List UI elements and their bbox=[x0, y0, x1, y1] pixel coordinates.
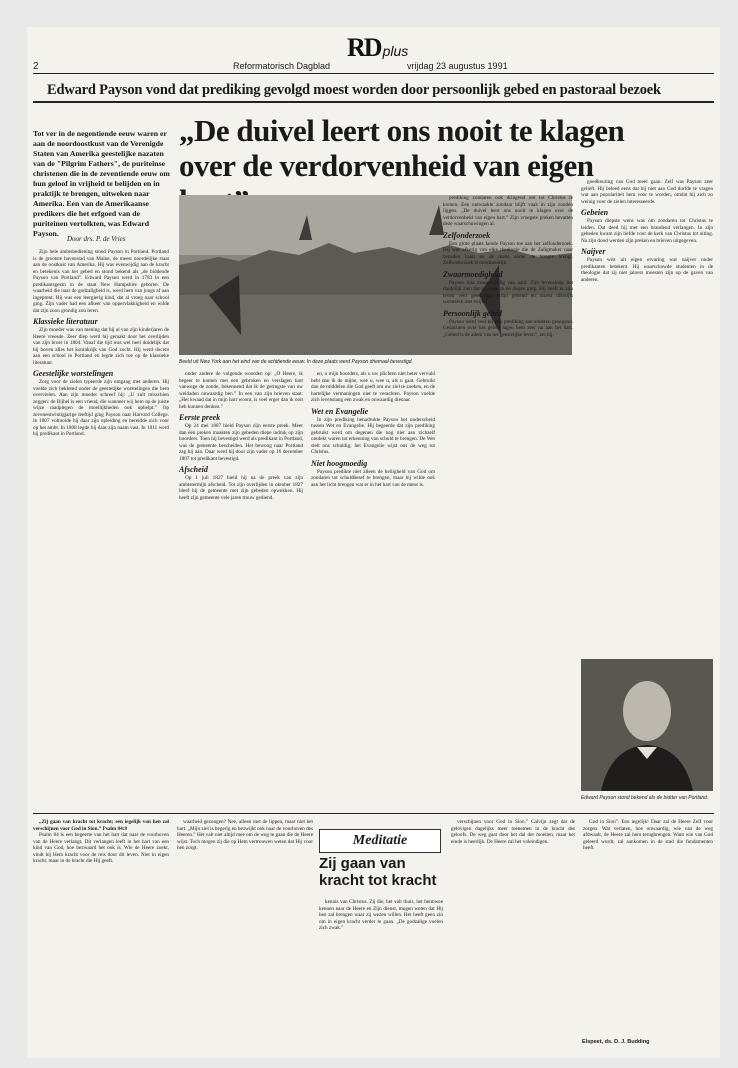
article-column-2: onder andere de volgende woorden op: „O Heere, ik begeer te komen met een gebroken en verslagen hart vanwege de zonde, bekennend dat ik de geringste van uw weldaden onwaardig ben.” In een van zijn brieven staat: „Het kwaad dat in mijn hart woont, is veel erger dan ik ooit heb kunnen denken.” Eerste preek Op 24 mei 1807 hield Payson zijn eerste preek. Meer dan één preken maakten zijn gebeden diepe indruk op zijn hoorders. Toen hij bevestigd werd als predikant in Portland, was de gemeente bescheiden. Het bewoog naar Portland zag hij aan. Daar werd hij door zijn vader op 16 december 1807 tot predikant bevestigd. Afscheid Op 1 juli 1827 hield hij na de preek van zijn ambtstermijn afscheid. Tot zijn overlijden in oktober 1827 bleef hij de gemeente met zijn gebeden opwekken. Hij heeft zijn gemeente vele jaren trouw gediend. bbox=[179, 371, 303, 501]
page-number: 2 bbox=[33, 61, 39, 72]
publication-date: vrijdag 23 augustus 1991 bbox=[407, 61, 508, 71]
portrait-photo bbox=[581, 659, 713, 791]
top-photo-caption: Beeld uit New York aan het eind van de achttiende eeuw. In deze plaats werd Payson driemaal bevestigd. bbox=[179, 359, 413, 365]
article-column-5: goedkeuring van God meer gaan. Zelf was Payson zeer gelieft. Hij beleed eens dat hij niet aan God durfde te vragen wat aan populariteit hem voor te worden, omdat hij zich zo weinig voor de zielen interesseerde. Gebeien Payson diepste wens was om zondaren tot Christus te leiden. Dat deed hij met een brandend verlangen. In zijn gebeden kwam zijn liefde voor de kerk van Christus tot uiting. Na zijn dood werden zijn preken en brieven uitgegeven. Naijver Payson wist uit eigen ervaring wat naijver onder predikanten betekent. Hij waarschuwde studenten in de theologie dat zij niet jaloers moesten zijn op de gaven van anderen. bbox=[581, 179, 713, 283]
meditation-author: Elspeet, ds. D. J. Budding bbox=[582, 1039, 650, 1045]
meditatie-label: Meditatie bbox=[319, 829, 441, 853]
article-byline: Door drs. P. de Vries bbox=[67, 235, 126, 243]
meditation-text-quote: „Zij gaan van kracht tot kracht; een iegelijk van hen zal verschijnen voor God in Sion.” Psalm 84:8 bbox=[33, 819, 169, 832]
article-headline: „De duivel leert ons nooit te klagen over de verdorvenheid van eigen bbox=[179, 113, 625, 183]
article-column-1: Zijn hele ambtsbediening stond Payson in Portland. Portland is de grootste havenstad van Maine, de meest noordelijke staat aan de oostkust van Amerika. Hij was evenwijdig aan de kracht en betekenis van het gebed en stond bekend als „de biddende Payson van Portland”. Edward Payson werd in 1783 in een predikantsgezin in de staat New Hampshire geboren. De waarheid die naar de godzaligheid is, werd hem van jongs af aan ingeprent. Hij was een leergierig kind, dat al vroeg naar school ging. Zijn vader had een afkeer van oppervlakkigheid en wilde dat zijn zoon grondig zou leren. Klassieke literatuur Zijn moeder was van mening dat hij al van zijn kinderjaren de Heere vreesde. Zeer diep werd hij geraakt door het overlijden van zijn broer in 1804. Vanaf die tijd was wel heel duidelijk dat hij boven alles het koninkrijk van God zocht. Hij werd docent aan een school in Portland en legde zich toe op de klassieke literatuur. Geestelijke worstelingen Zorg voor de zielen typeerde zijn omgang met anderen. Hij voelde zich beklemd onder de geestelijke worstelingen die hem overvielen. Aan zijn moeder schreef hij: „U zult misschien zeggen: de Bijbel is een vriend, die wanneer wij hem op de juiste wijze raadplegen de moeilijkheden ook ophelpt.” Op zevenentwintigjarige leeftijd ging Payson naar Harvard College. In 1807 voltooide hij daar zijn opleiding en bereidde zich voor op het ambt. In 1808 legde hij daar zijn naam vast. In 1811 werd hij predikant in Portland. bbox=[33, 249, 169, 437]
article-kicker: Edward Payson vond dat prediking gevolgd moest worden door persoonlijk gebed en pastoraal bezoek bbox=[47, 82, 661, 98]
newspaper-page bbox=[27, 27, 720, 1058]
meditation-column-1: „Zij gaan van kracht tot kracht; een iegelijk van hen zal verschijnen voor God in Sion.” Psalm 84:8 Psalm 84 is een begeerte van het hart dat naar de voorhoven van de Heere verlangt. Dit verlangen leeft in het hart van een kind van God, hoe bezwaard het ook is. Wie de Heere zoekt, vindt bij Hem kracht voor de reis door dit leven. Niet in eigen kracht, maar in de kracht die Hij geeft. bbox=[33, 819, 169, 864]
newspaper-logo: RD plus bbox=[347, 33, 409, 62]
article-column-4: prediking zondaren ook dringend om tot Christus te komen. Een ontwaakte zondaar blijft vaak in zijn zonden liggen. „De duivel leert ons nooit te klagen over de verdorvenheid van eigen hart.” Zijn vroegste preken bevatten deze waarschuwingen al. Zelfonderzoek Een grote plaats kende Payson toe aan het zelfonderzoek. Hij was afkerig van elke theologie die de Zaligmaker naar beneden haalt en de mens onder de hoogte brengt. Zelfonderzoek is noodzakelijk. Zwaarmoedigheid Payson was zwaarmoedig van aard. Zijn levensloop liet duidelijk zien dat hij vaak in de diepte ging. Hij heeft in zijn leven veel geestelijke strijd gekend en moest dikwijls worstelen met twijfel. Persoonlijk gebed Payson werd veel bij zijn prediking aan anderen gezegend. Gedachten over het gebed lagen hem zeer na aan het hart. „Gebed is de adem van het geestelijke leven”, zei hij. bbox=[443, 195, 573, 338]
newspaper-name: Reformatorisch Dagblad bbox=[233, 61, 331, 71]
portrait-illustration bbox=[581, 659, 713, 791]
meditation-column-3: kennis van Christus. Zij die, het valt thuis, het heimwee kennen naar de Heere en Zijn dienst, mogen weten dat Hij hen zal brengen waar zij wezen willen. Het heeft geen zin om in eigen kracht verder te gaan. „De godzalige voelen zich zwak.” bbox=[319, 899, 443, 931]
meditation-column-4: verschijnen voor God in Sion.” Calvijn zegt dat de gelovigen dagelijks meer toenemen in de kracht des geloofs. De weg gaat door het dal der moeiten, maar het einde is heerlijk. De Heere zal het voleindigen. bbox=[451, 819, 575, 845]
section-rule bbox=[33, 813, 714, 814]
article-column-3: en, o mijn hoorders, als u uw plichten niet beter vervuld hebt dan ik de mijne, wee u, wee u, als u gaat. Gebruikt dan de middelen die God geeft om uw ziel te zoeken, en de hartelijke vermaningen niet te verachten. Payson voelde zich levenslang een zwak en onwaardig dienaar. Wet en Evangelie In zijn prediking benadrukte Payson het onderscheid tussen Wet en Evangelie. Hij begeerde dat zijn prediking gebruikt werd om degenen die nog niet aan zichzelf ontdekt waren tot erkenning van schuld te brengen. De Wet stelt ons schuldig; het Evangelie wijst ons de weg tot Christus. Niet hoogmoedig Payson predikte niet alleen de heiligheid van God om zondaren tot schuldbesef te brengen, maar hij wilde ook aan het licht brengen wat er in het hart van de mens is. bbox=[311, 371, 435, 488]
masthead bbox=[27, 27, 720, 75]
portrait-caption: Edward Payson stond bekend als de bidder van Portland. bbox=[581, 795, 709, 801]
kicker-rule bbox=[33, 101, 714, 103]
meditation-column-2: waarheid gezongen? Nee, alleen met de lippen, maar niet het hart. „Mijn ziel is begerig en bezwijkt ook naar de voorhoven des Heeren.” Het valt niet altijd mee om de weg te gaan die de Heere wijst. Toch mogen zij die op Hem vertrouwen weten dat Hij voor hen zorgt. bbox=[177, 819, 313, 851]
meditation-title: Zij gaan van kracht tot kracht bbox=[319, 855, 437, 889]
meditation-column-5: God in Sion”. Een iegelijk! Daar zal de Heere Zelf voor zorgen. Wat verlaten, hoe onwaardig, wie van de weg afdwaalt, de Heere zal hem terugbrengen. Want wie van God geleerd wordt, zal aankomen in de stad die fundamenten heeft. bbox=[583, 819, 713, 851]
article-lead: Tot ver in de negentiende eeuw waren er aan de noordoostkust van de Verenigde Staten van Amerika geestelijke nazaten van de "Pilgrim Fathers", de puriteinse christenen die in de zeventiende eeuw om hun geloof in vrijheid te belijden en in praktijk te brengen, uitweken naar Amerika. Een van de Amerikaanse predikers die het erfgoed van de puriteinen vertolkten, was Edward Payson. bbox=[33, 129, 170, 238]
masthead-rule bbox=[33, 73, 714, 74]
